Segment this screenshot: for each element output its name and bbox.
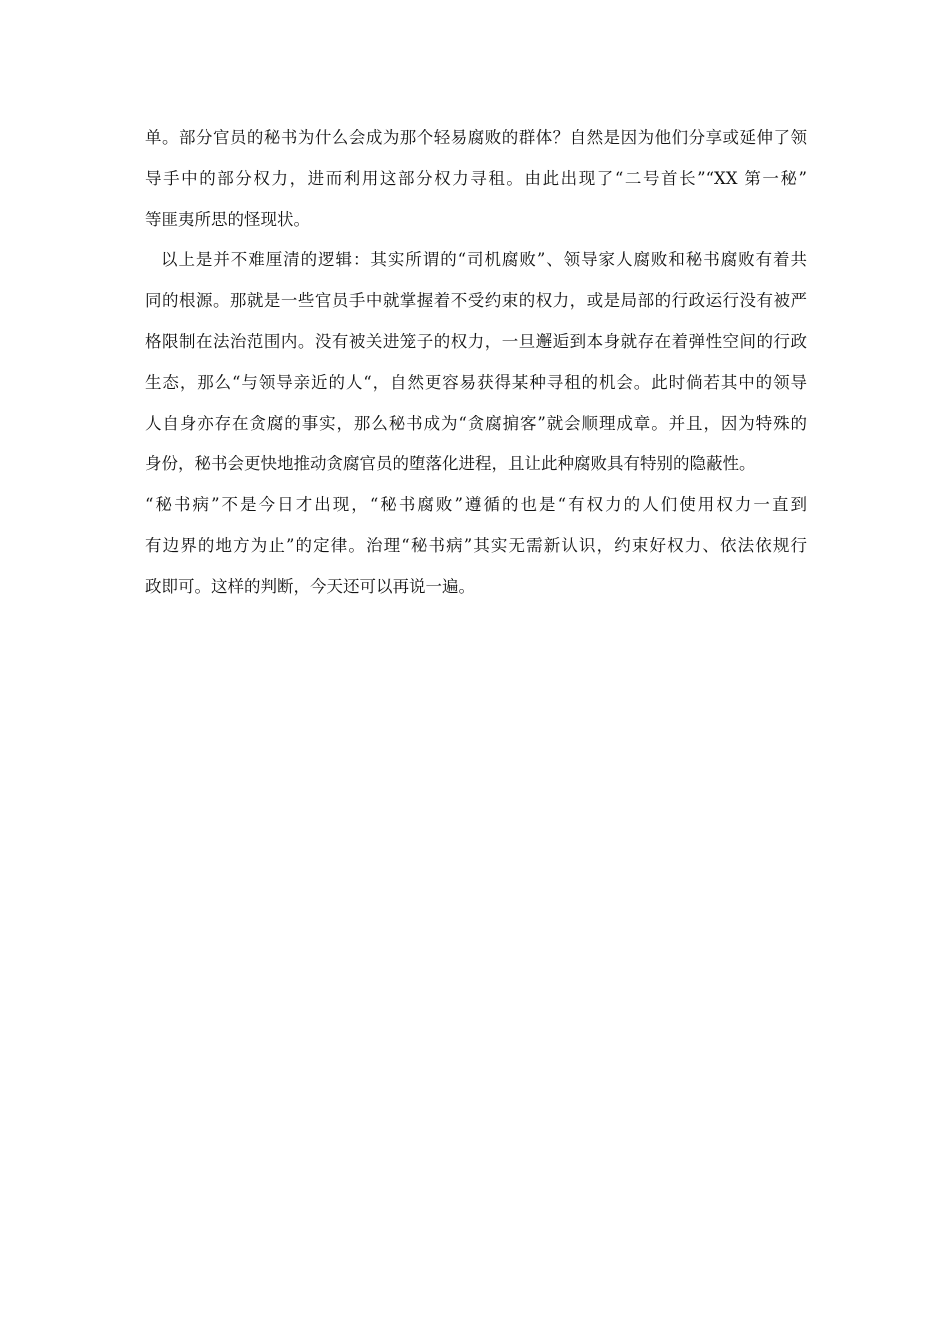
- text-line: 人自身亦存在贪腐的事实，那么秘书成为“贪腐掮客”就会顺理成章。并且，因为特殊的: [145, 413, 807, 433]
- paragraph-1: [145, 118, 807, 240]
- paragraph-3: [145, 485, 807, 607]
- paragraph-2: [145, 240, 807, 485]
- text-line: 等匪夷所思的怪现状。: [145, 209, 310, 229]
- text-line: 身份，秘书会更快地推动贪腐官员的堕落化进程，且让此种腐败具有特别的隐蔽性。: [145, 454, 756, 474]
- text-line: 政即可。这样的判断，今天还可以再说一遍。: [145, 576, 475, 596]
- text-line: 生态，那么“与领导亲近的人“，自然更容易获得某种寻租的机会。此时倘若其中的领导: [145, 372, 807, 392]
- text-line: 同的根源。那就是一些官员手中就掌握着不受约束的权力，或是局部的行政运行没有被严: [145, 291, 807, 311]
- text-line: “秘书病”不是今日才出现，“秘书腐败”遵循的也是“有权力的人们使用权力一直到: [145, 495, 807, 515]
- document-body: [145, 118, 807, 608]
- text-line: 单。部分官员的秘书为什么会成为那个轻易腐败的群体？自然是因为他们分享或延伸了领: [145, 128, 807, 147]
- text-line: 导手中的部分权力，进而利用这部分权力寻租。由此出现了“二号首长”“XX 第一秘”: [145, 168, 807, 188]
- text-line: 格限制在法治范围内。没有被关进笼子的权力，一旦邂逅到本身就存在着弹性空间的行政: [145, 331, 807, 351]
- text-line: 以上是并不难厘清的逻辑：其实所谓的“司机腐败”、领导家人腐败和秘书腐败有着共: [161, 250, 807, 270]
- text-line: 有边界的地方为止”的定律。治理“秘书病”其实无需新认识，约束好权力、依法依规行: [145, 535, 807, 555]
